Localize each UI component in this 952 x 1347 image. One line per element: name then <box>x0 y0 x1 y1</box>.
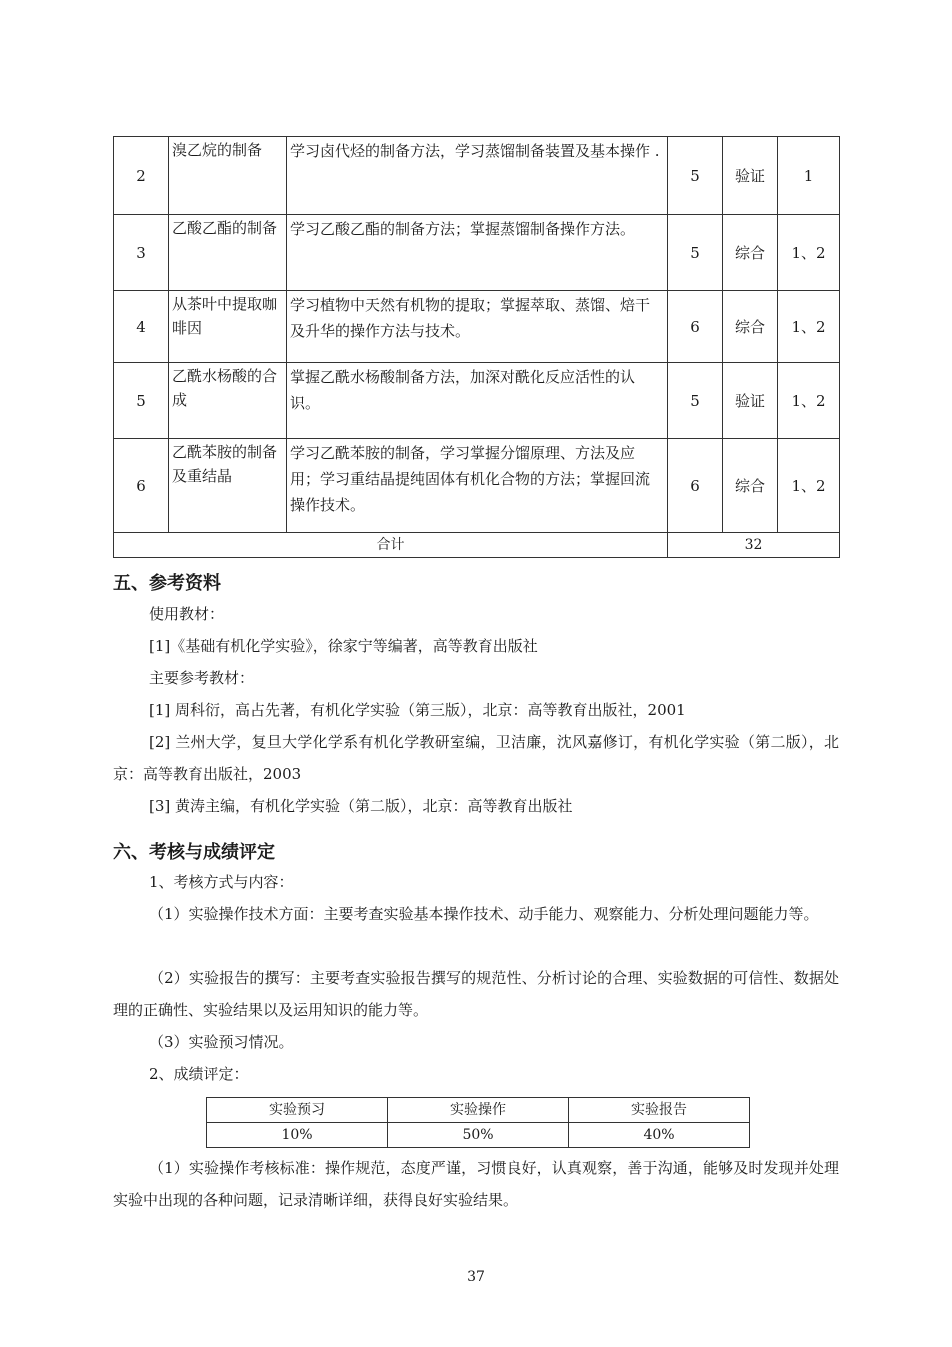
exp-hours: 5 <box>668 363 723 439</box>
reference-item: [1] 周科衍，高占先著，有机化学实验（第三版），北京：高等教育出版社，2001 <box>149 701 686 719</box>
exp-name: 乙酸乙酯的制备 <box>169 215 287 291</box>
table-row <box>114 439 840 533</box>
exp-requirement: 1、2 <box>778 439 840 533</box>
exp-number: 5 <box>114 363 169 439</box>
assessment-item: （1）实验操作技术方面：主要考查实验基本操作技术、动手能力、观察能力、分析处理问题能力等。 <box>149 905 819 923</box>
exp-number: 3 <box>114 215 169 291</box>
textbook-entry: [1]《基础有机化学实验》，徐家宁等编著，高等教育出版社 <box>149 637 538 655</box>
exp-requirement: 1、2 <box>778 215 840 291</box>
table-row <box>114 137 840 215</box>
assessment-method-label: 1、考核方式与内容： <box>149 873 294 891</box>
table-row <box>207 1123 750 1148</box>
page-number: 37 <box>467 1269 485 1285</box>
assessment-item: （2）实验报告的撰写：主要考查实验报告撰写的规范性、分析讨论的合理、实验数据的可信性、数据处理的正确性、实验结果以及运用知识的能力等。 <box>113 969 839 1019</box>
exp-type: 综合 <box>723 291 778 363</box>
exp-type: 综合 <box>723 439 778 533</box>
exp-name: 溴乙烷的制备 <box>169 137 287 215</box>
references-label: 主要参考教材： <box>149 669 255 687</box>
section-title-references: 五、参考资料 <box>113 573 221 594</box>
exp-content: 学习植物中天然有机物的提取；掌握萃取、蒸馏、焙干及升华的操作方法与技术。 <box>287 291 668 363</box>
exp-hours: 6 <box>668 439 723 533</box>
exp-number: 6 <box>114 439 169 533</box>
exp-content: 学习乙酰苯胺的制备，学习掌握分馏原理、方法及应用；学习重结晶提纯固体有机化合物的方法；掌握回流操作技术。 <box>287 439 668 533</box>
exp-type: 综合 <box>723 215 778 291</box>
grade-value: 50% <box>388 1123 569 1148</box>
exp-hours: 6 <box>668 291 723 363</box>
total-label: 合计 <box>114 533 668 558</box>
grade-value: 40% <box>569 1123 750 1148</box>
grade-value: 10% <box>207 1123 388 1148</box>
reference-item: [2] 兰州大学，复旦大学化学系有机化学教研室编，卫洁廉，沈风嘉修订，有机化学实验（第二版），北京：高等教育出版社，2003 <box>113 733 839 783</box>
grade-label: 2、成绩评定： <box>149 1065 249 1083</box>
grade-header: 实验报告 <box>569 1098 750 1123</box>
experiment-table <box>113 136 840 558</box>
table-row <box>207 1098 750 1123</box>
section-title-assessment: 六、考核与成绩评定 <box>113 842 275 863</box>
table-row <box>114 291 840 363</box>
exp-number: 4 <box>114 291 169 363</box>
table-row <box>114 215 840 291</box>
exp-hours: 5 <box>668 137 723 215</box>
grade-table <box>206 1097 750 1148</box>
exp-content: 掌握乙酰水杨酸制备方法，加深对酰化反应活性的认识。 <box>287 363 668 439</box>
reference-item: [3] 黄涛主编，有机化学实验（第二版），北京：高等教育出版社 <box>149 797 573 815</box>
exp-number: 2 <box>114 137 169 215</box>
total-value: 32 <box>668 533 840 558</box>
exp-requirement: 1、2 <box>778 363 840 439</box>
exp-hours: 5 <box>668 215 723 291</box>
exp-type: 验证 <box>723 363 778 439</box>
exp-name: 从茶叶中提取咖啡因 <box>169 291 287 363</box>
exp-name: 乙酰水杨酸的合成 <box>169 363 287 439</box>
operation-standard: （1）实验操作考核标准：操作规范，态度严谨，习惯良好，认真观察，善于沟通，能够及时发现并处理实验中出现的各种问题，记录清晰详细，获得良好实验结果。 <box>113 1159 839 1209</box>
textbook-label: 使用教材： <box>149 605 225 623</box>
exp-type: 验证 <box>723 137 778 215</box>
table-row <box>114 363 840 439</box>
assessment-item: （3）实验预习情况。 <box>149 1033 294 1051</box>
total-row <box>114 533 840 558</box>
exp-requirement: 1、2 <box>778 291 840 363</box>
exp-content: 学习卤代烃的制备方法，学习蒸馏制备装置及基本操作 . <box>287 137 668 215</box>
exp-content: 学习乙酸乙酯的制备方法；掌握蒸馏制备操作方法。 <box>287 215 668 291</box>
grade-header: 实验操作 <box>388 1098 569 1123</box>
grade-header: 实验预习 <box>207 1098 388 1123</box>
exp-requirement: 1 <box>778 137 840 215</box>
exp-name: 乙酰苯胺的制备及重结晶 <box>169 439 287 533</box>
